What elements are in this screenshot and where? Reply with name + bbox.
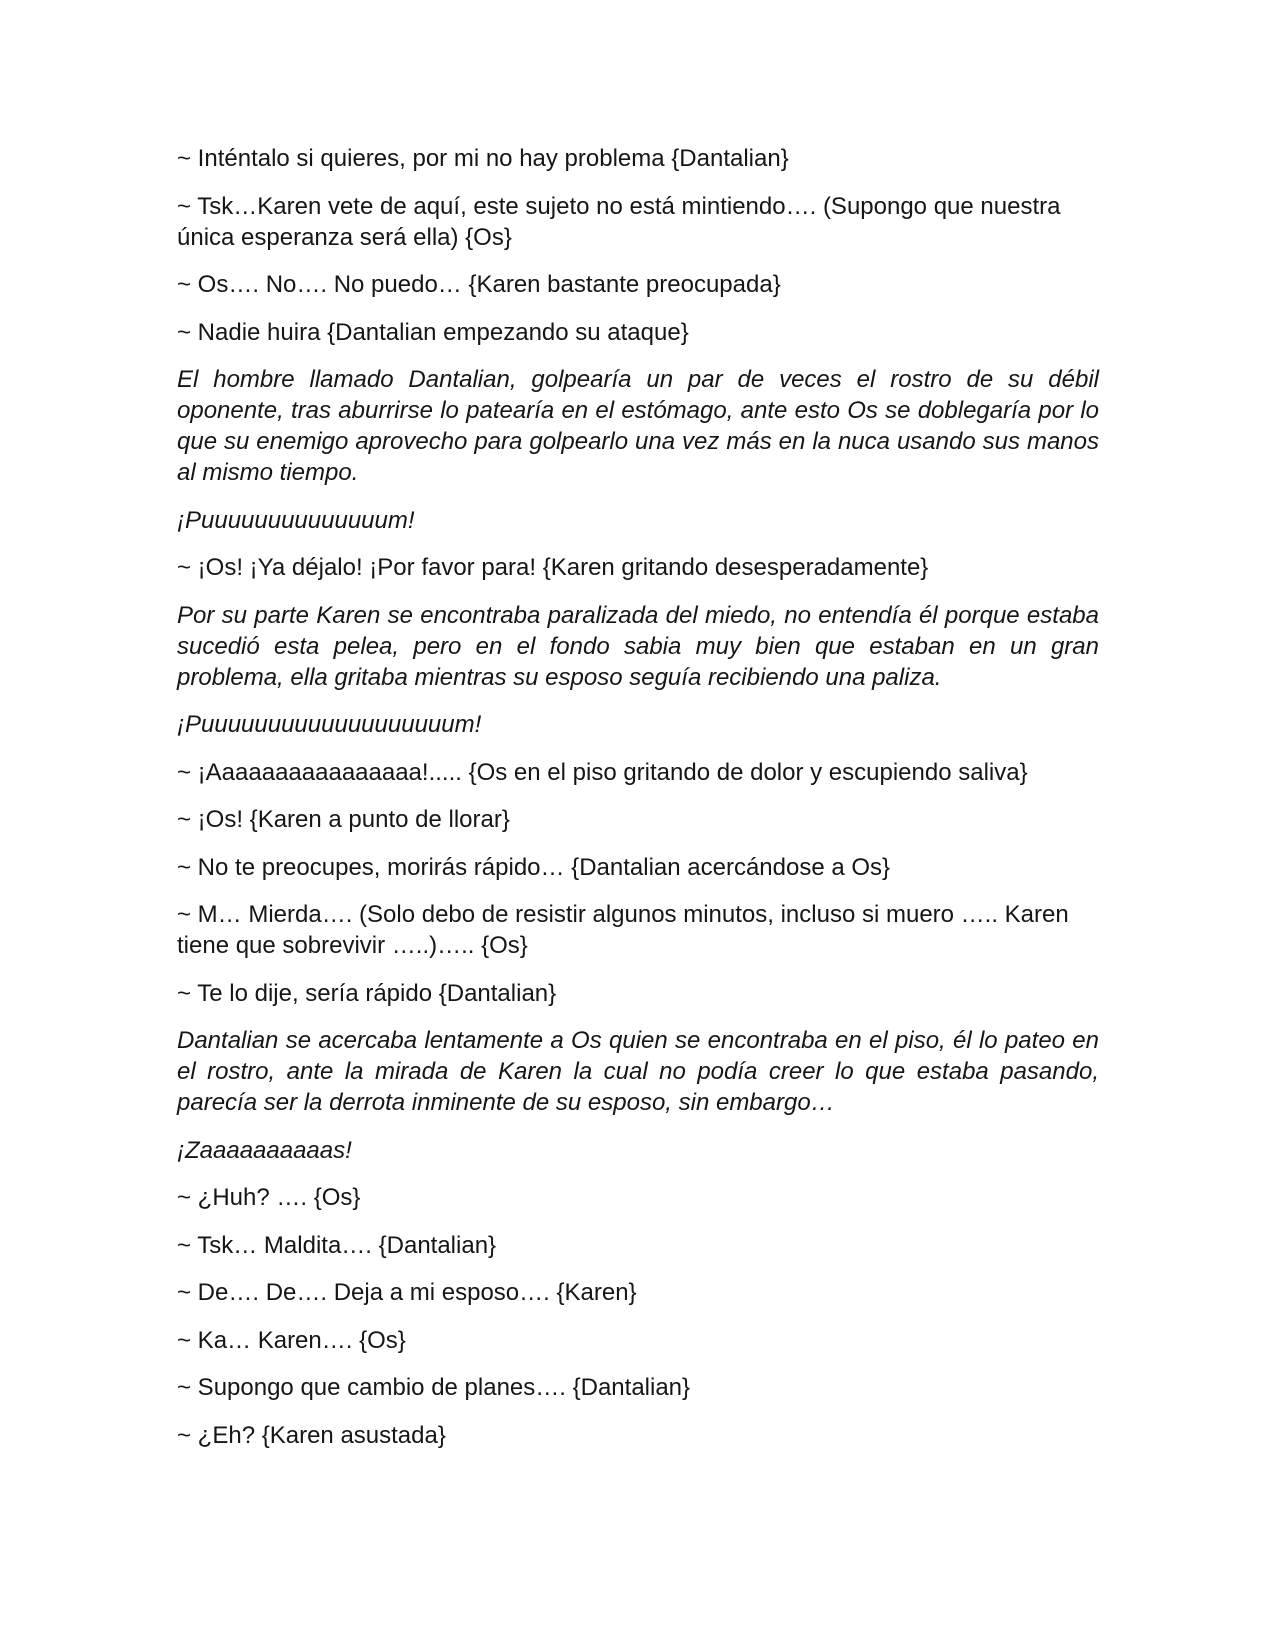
sound-effect: ¡Puuuuuuuuuuuuuuuuuuum!	[177, 711, 482, 738]
dialogue-line: ~ M… Mierda…. (Solo debo de resistir algunos minutos, incluso si muero ….. Karen tiene que sobrevivir …..)….. {Os}	[177, 901, 1069, 959]
dialogue-line: ~ Supongo que cambio de planes…. {Dantalian}	[177, 1374, 691, 1401]
dialogue-line: ~ Os…. No…. No puedo… {Karen bastante preocupada}	[177, 271, 781, 298]
sound-effect: ¡Zaaaaaaaaaas!	[177, 1136, 352, 1164]
document-page	[177, 143, 1099, 1467]
dialogue-line: ~ Nadie huira {Dantalian empezando su ataque}	[177, 318, 689, 346]
dialogue-line: ~ ¡Os! {Karen a punto de llorar}	[177, 806, 510, 833]
dialogue-line: ~ Inténtalo si quieres, por mi no hay problema {Dantalian}	[177, 145, 789, 172]
dialogue-line: ~ Ka… Karen…. {Os}	[177, 1326, 406, 1354]
narration-paragraph: Por su parte Karen se encontraba paralizada del miedo, no entendía él porque estaba sucedió esta pelea, pero en el fondo sabia muy bien que estaban en un gran problema, ella gritaba mientras su esposo seguía recibiendo una paliza.	[177, 601, 1099, 691]
dialogue-line: ~ ¡Aaaaaaaaaaaaaaaa!..... {Os en el piso gritando de dolor y escupiendo saliva}	[177, 758, 1028, 786]
dialogue-line: ~ ¿Huh? …. {Os}	[177, 1184, 361, 1211]
dialogue-line: ~ De…. De…. Deja a mi esposo…. {Karen}	[177, 1279, 637, 1306]
dialogue-line: ~ No te preocupes, morirás rápido… {Dantalian acercándose a Os}	[177, 853, 891, 881]
narration-paragraph: Dantalian se acercaba lentamente a Os quien se encontraba en el piso, él lo pateo en el rostro, ante la mirada de Karen la cual no podía creer lo que estaba pasando, parecía ser la derrota inminente de su esposo, sin embargo…	[177, 1027, 1099, 1116]
dialogue-line: ~ Tsk… Maldita…. {Dantalian}	[177, 1231, 497, 1259]
dialogue-line: ~ ¿Eh? {Karen asustada}	[177, 1421, 446, 1449]
dialogue-line: ~ Te lo dije, sería rápido {Dantalian}	[177, 979, 557, 1007]
narration-paragraph: El hombre llamado Dantalian, golpearía un par de veces el rostro de su débil oponente, tras aburrirse lo patearía en el estómago, ante esto Os se doblegaría por lo que su enemigo aprovecho para golpearlo una vez más en la nuca usando sus manos al mismo tiempo.	[177, 366, 1099, 486]
dialogue-line: ~ ¡Os! ¡Ya déjalo! ¡Por favor para! {Karen gritando desesperadamente}	[177, 554, 929, 581]
sound-effect: ¡Puuuuuuuuuuuuuum!	[177, 506, 415, 534]
dialogue-line: ~ Tsk…Karen vete de aquí, este sujeto no está mintiendo…. (Supongo que nuestra única esperanza será ella) {Os}	[177, 192, 1061, 251]
